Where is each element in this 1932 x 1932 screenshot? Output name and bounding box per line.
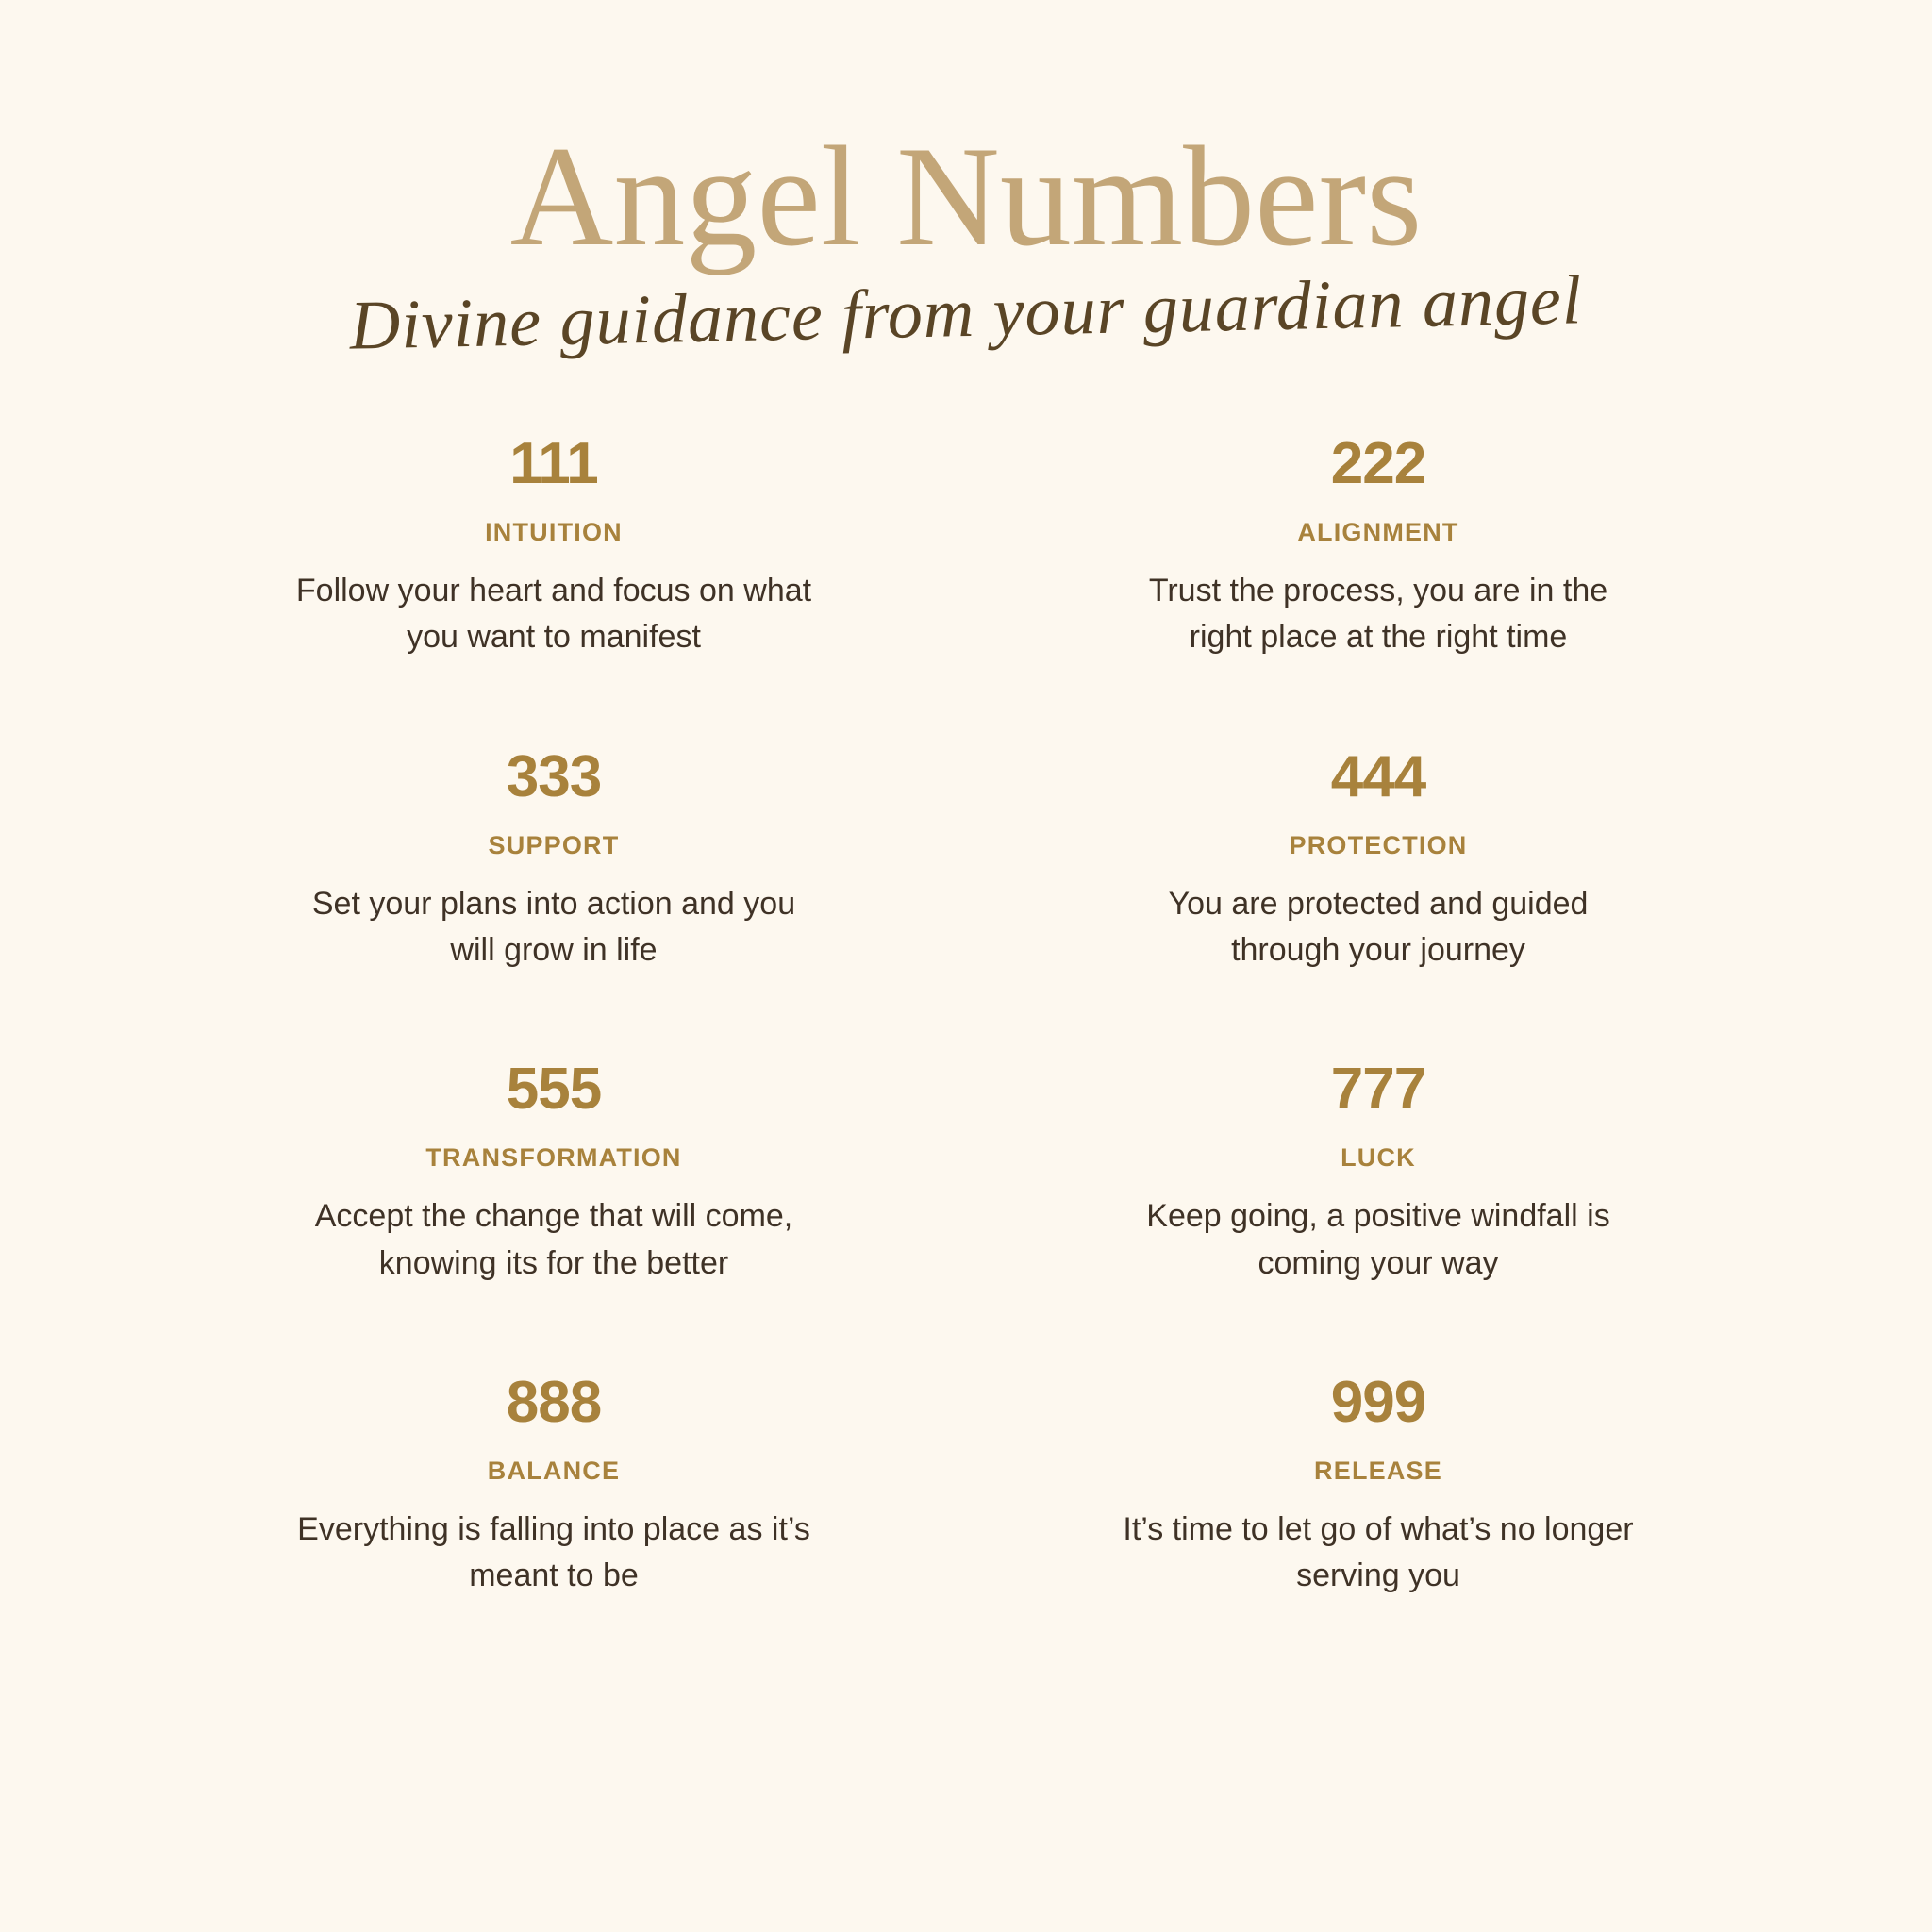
angel-number-keyword: LUCK bbox=[1341, 1143, 1416, 1173]
angel-number-keyword: TRANSFORMATION bbox=[425, 1143, 682, 1173]
angel-number-value: 444 bbox=[1330, 743, 1426, 809]
angel-number-value: 555 bbox=[506, 1057, 602, 1123]
angel-number-value: 888 bbox=[506, 1369, 602, 1435]
angel-number-keyword: PROTECTION bbox=[1289, 830, 1468, 859]
angel-number-description: Trust the process, you are in the right place at the right time bbox=[1148, 573, 1608, 656]
angel-number-entry bbox=[966, 743, 1790, 974]
angel-number-keyword: RELEASE bbox=[1314, 1456, 1442, 1485]
angel-number-description: Set your plans into action and you will grow in life bbox=[311, 885, 796, 968]
page-title: Angel Numbers bbox=[509, 117, 1423, 275]
angel-number-entry bbox=[142, 1057, 966, 1287]
angel-number-value: 222 bbox=[1330, 431, 1426, 497]
page-subtitle: Divine guidance from your guardian angel bbox=[348, 261, 1584, 365]
angel-number-entry bbox=[142, 743, 966, 974]
angel-number-description: Follow your heart and focus on what you want to manifest bbox=[295, 573, 812, 656]
angel-number-description: Accept the change that will come, knowing its for the better bbox=[314, 1198, 793, 1281]
poster-header bbox=[0, 0, 1932, 365]
angel-number-value: 999 bbox=[1330, 1369, 1426, 1435]
angel-number-entry bbox=[142, 431, 966, 661]
angel-number-keyword: ALIGNMENT bbox=[1297, 518, 1459, 547]
angel-number-entry bbox=[966, 1369, 1790, 1600]
angel-number-entry bbox=[966, 1057, 1790, 1287]
angel-number-grid bbox=[0, 431, 1932, 1599]
angel-number-entry bbox=[966, 431, 1790, 661]
angel-number-entry bbox=[142, 1369, 966, 1600]
angel-number-value: 333 bbox=[506, 743, 602, 809]
angel-number-keyword: SUPPORT bbox=[488, 830, 620, 859]
angel-number-description: Keep going, a positive windfall is coming your way bbox=[1146, 1198, 1610, 1281]
angel-number-value: 777 bbox=[1330, 1057, 1426, 1123]
angel-number-value: 111 bbox=[509, 431, 598, 497]
angel-number-description: It’s time to let go of what’s no longer serving you bbox=[1123, 1510, 1634, 1594]
angel-number-description: You are protected and guided through your journey bbox=[1168, 885, 1589, 968]
angel-number-keyword: INTUITION bbox=[485, 518, 623, 547]
angel-number-description: Everything is falling into place as it’s meant to be bbox=[297, 1510, 810, 1594]
angel-number-keyword: BALANCE bbox=[487, 1456, 621, 1485]
